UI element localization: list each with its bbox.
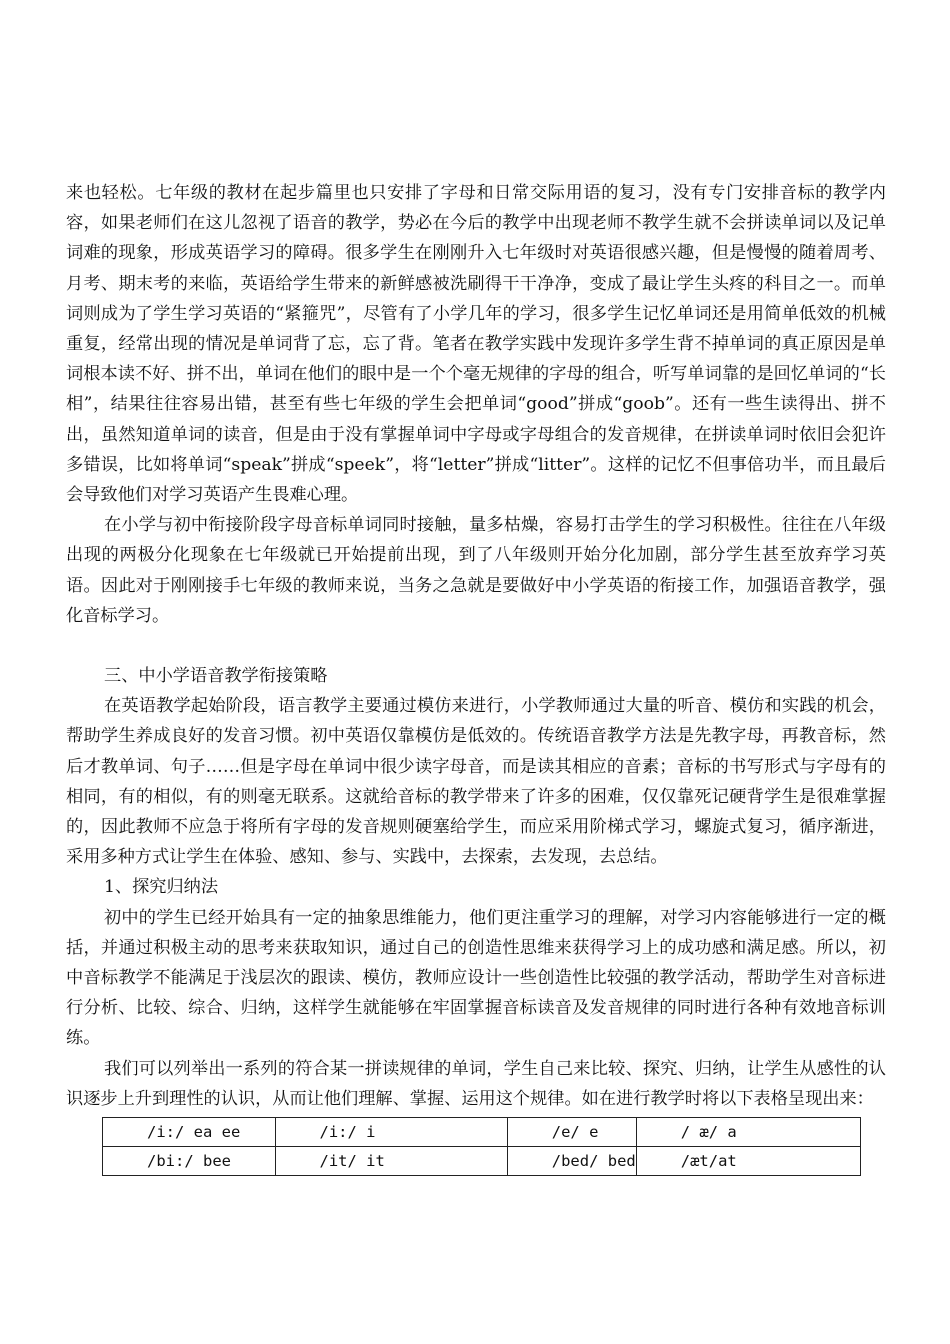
paragraph-inquiry-method: 初中的学生已经开始具有一定的抽象思维能力，他们更注重学习的理解，对学习内容能够进行一定的概括，并通过积极主动的思考来获取知识，通过自己的创造性思维来获得学习上的成功感和满足感。所以，初中音标教学不能满足于浅层次的跟读、模仿，教师应设计一些创造性比较强的教学活动，帮助学生对音标进行分析、比较、综合、归纳，这样学生就能够在牢固掌握音标读音及发音规律的同时进行各种有效地音标训练。	[66, 907, 886, 1049]
table-cell: /bi:/ bee	[103, 1147, 276, 1176]
table-row	[103, 1147, 861, 1176]
blank-line	[66, 631, 886, 661]
document-page	[66, 178, 886, 1176]
table-cell: /i:/ i	[275, 1118, 507, 1147]
table-cell: / æ/ a	[636, 1118, 860, 1147]
paragraph-continuation: 来也轻松。七年级的教材在起步篇里也只安排了字母和日常交际用语的复习，没有专门安排音标的教学内容，如果老师们在这儿忽视了语音的教学，势必在今后的教学中出现老师不教学生就不会拼读单词以及记单词难的现象，形成英语学习的障碍。很多学生在刚刚升入七年级时对英语很感兴趣，但是慢慢的随着周考、月考、期末考的来临，英语给学生带来的新鲜感被洗刷得干干净净，变成了最让学生头疼的科目之一。而单词则成为了学生学习英语的“紧箍咒”，尽管有了小学几年的学习，很多学生记忆单词还是用简单低效的机械重复，经常出现的情况是单词背了忘，忘了背。笔者在教学实践中发现许多学生背不掉单词的真正原因是单词根本读不好、拼不出，单词在他们的眼中是一个个毫无规律的字母的组合，听写单词靠的是回忆单词的“长相”，结果往往容易出错，甚至有些七年级的学生会把单词“good”拼成“goob”。还有一些生读得出、拼不出，虽然知道单词的读音，但是由于没有掌握单词中字母或字母组合的发音规律，在拼读单词时依旧会犯许多错误，比如将单词“speak”拼成“speek”，将“letter”拼成“litter”。这样的记忆不但事倍功半，而且最后会导致他们对学习英语产生畏难心理。	[66, 183, 886, 506]
table-cell: /e/ e	[507, 1118, 636, 1147]
subsection-heading-1: 1、探究归纳法	[104, 877, 219, 898]
phonetics-table	[102, 1117, 861, 1176]
table-cell: /æt/at	[636, 1147, 860, 1176]
table-row	[103, 1118, 861, 1147]
paragraph-strategy-intro: 在英语教学起始阶段，语言教学主要通过模仿来进行，小学教师通过大量的听音、模仿和实践的机会，帮助学生养成良好的发音习惯。初中英语仅靠模仿是低效的。传统语音教学方法是先教字母，再教音标，然后才教单词、句子……但是字母在单词中很少读字母音，而是读其相应的音素；音标的书写形式与字母有的相同，有的相似，有的则毫无联系。这就给音标的教学带来了许多的困难，仅仅靠死记硬背学生是很难掌握的，因此教师不应急于将所有字母的发音规则硬塞给学生，而应采用阶梯式学习，螺旋式复习，循序渐进，采用多种方式让学生在体验、感知、参与、实践中，去探索，去发现，去总结。	[66, 696, 886, 868]
paragraph-table-intro: 我们可以列举出一系列的符合某一拼读规律的单词，学生自己来比较、探究、归纳，让学生从感性的认识逐步上升到理性的认识，从而让他们理解、掌握、运用这个规律。如在进行教学时将以下表格呈现出来：	[66, 1058, 886, 1109]
table-cell: /it/ it	[275, 1147, 507, 1176]
table-cell: /i:/ ea ee	[103, 1118, 276, 1147]
table-cell: /bed/ bed	[507, 1147, 636, 1176]
section-heading-3: 三、中小学语音教学衔接策略	[104, 666, 328, 687]
paragraph-transition-problem: 在小学与初中衔接阶段字母音标单词同时接触，量多枯燥，容易打击学生的学习积极性。往往在八年级出现的两极分化现象在七年级就已开始提前出现，到了八年级则开始分化加剧，部分学生甚至放弃学习英语。因此对于刚刚接手七年级的教师来说，当务之急就是要做好中小学英语的衔接工作，加强语音教学，强化音标学习。	[66, 515, 886, 626]
